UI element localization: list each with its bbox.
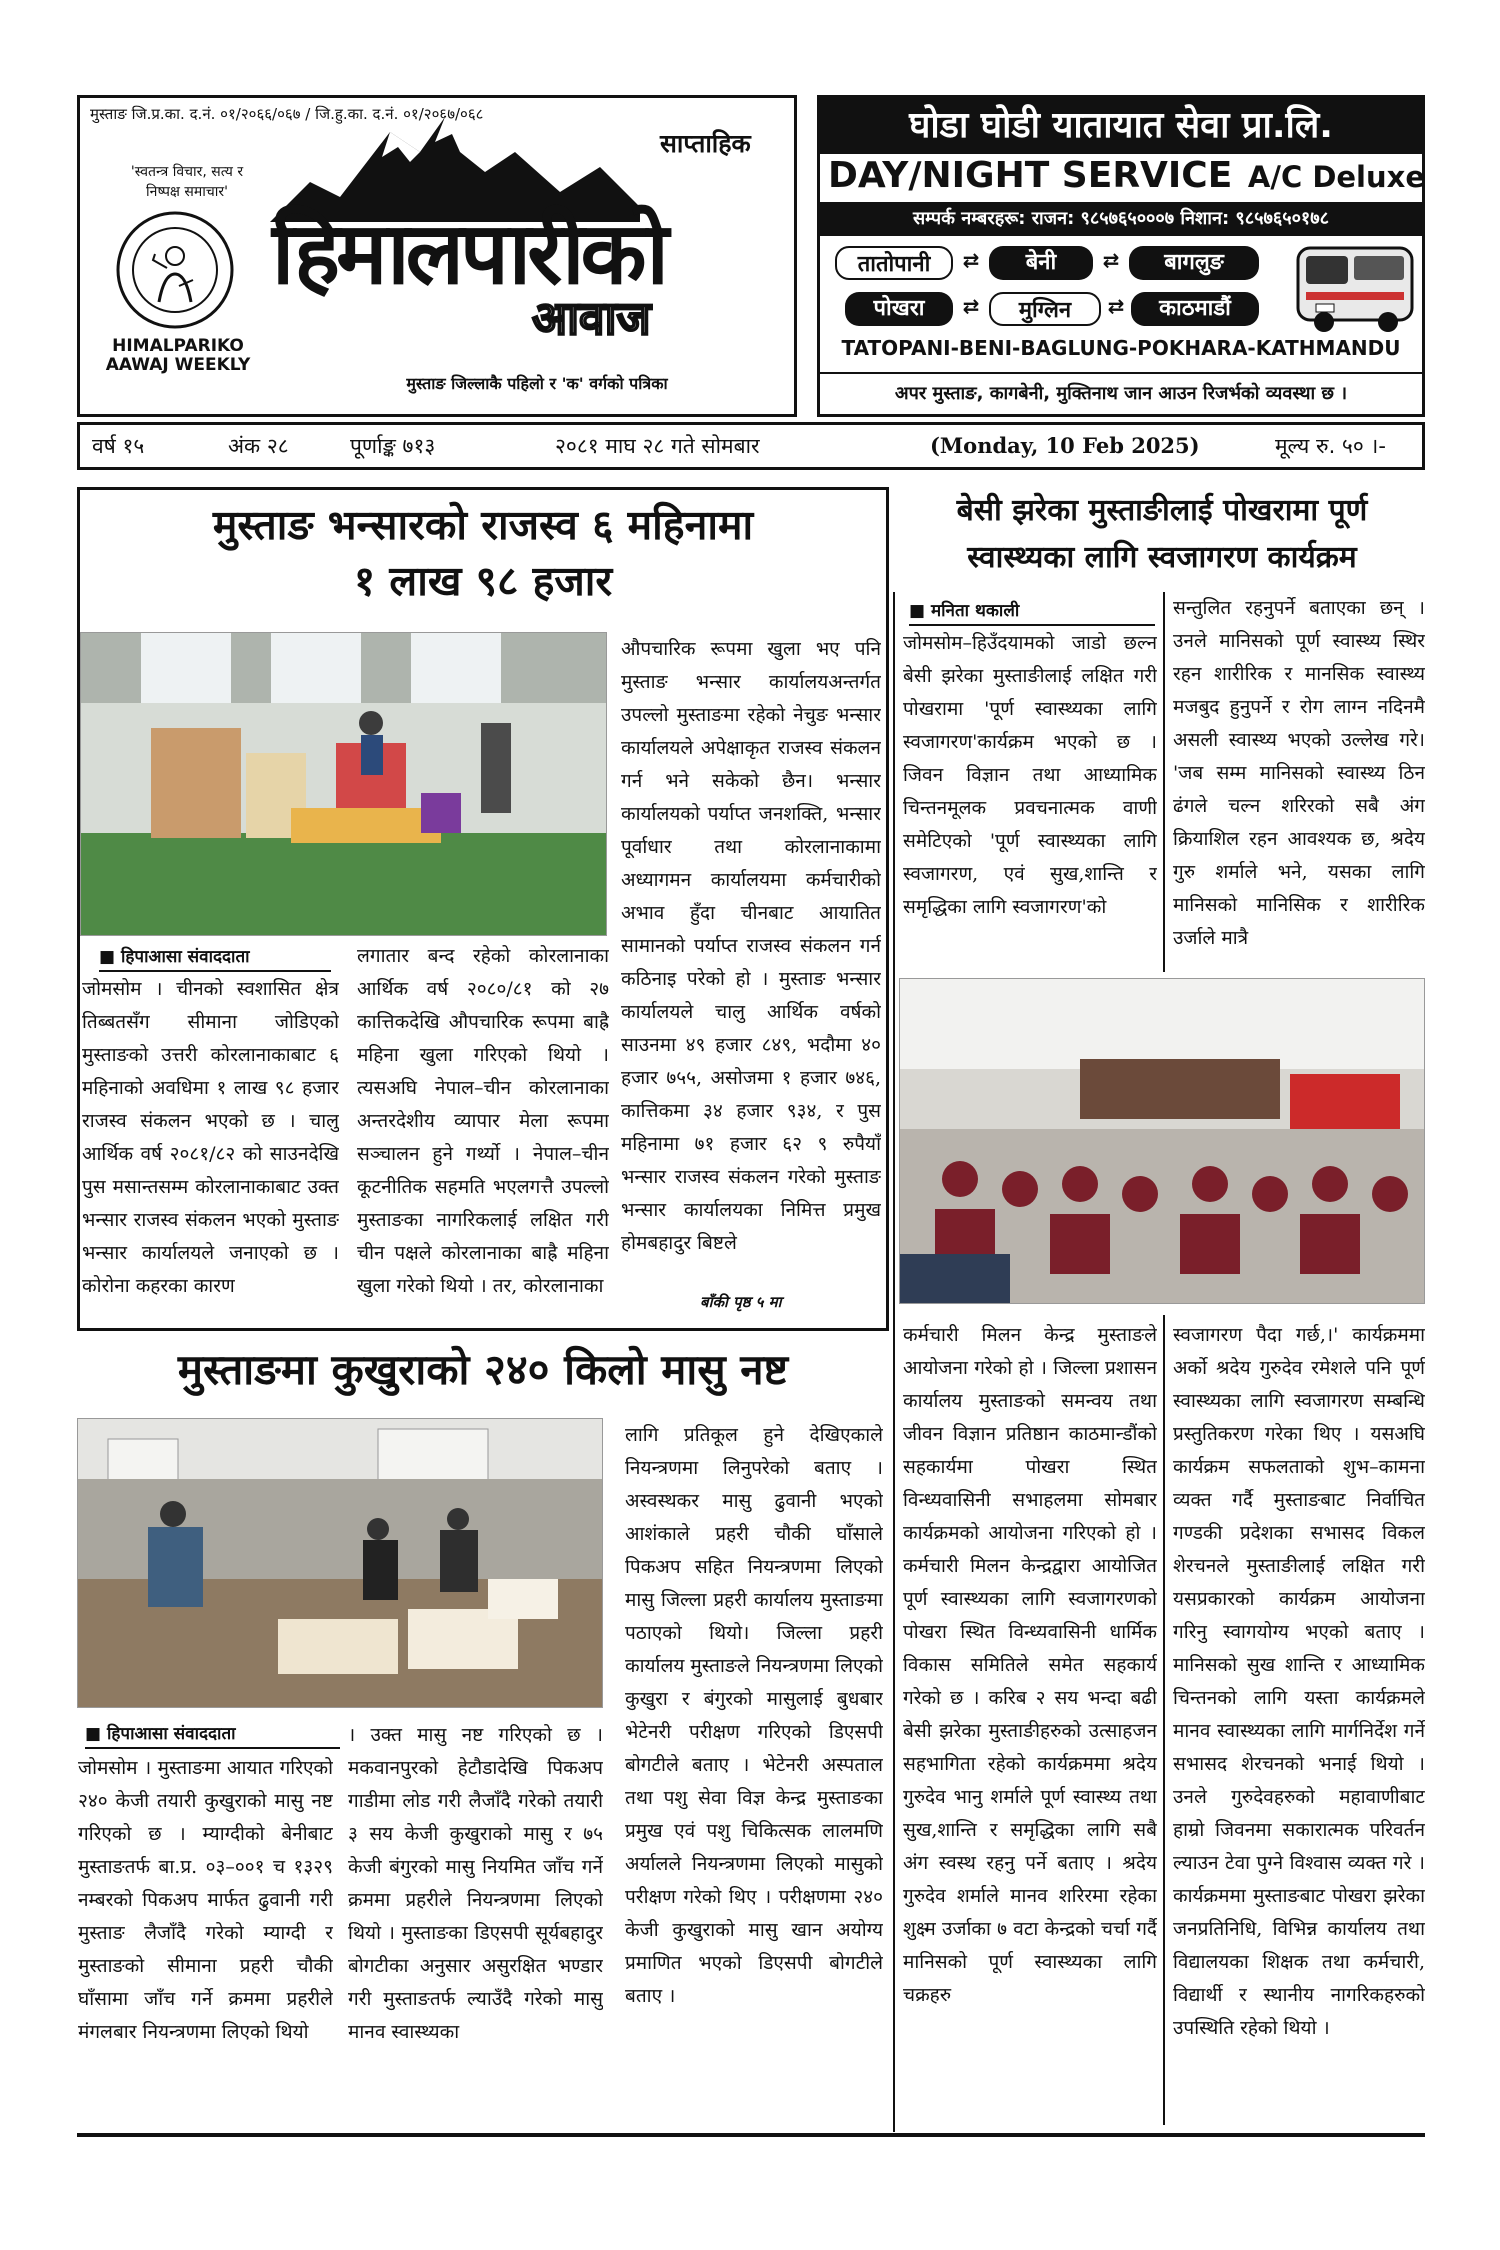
story3-headline-line1: बेसी झरेका मुस्ताङीलाई पोखरामा पूर्ण <box>956 493 1368 528</box>
story1-column-1: जोमसोम । चीनको स्वशासित क्षेत्र तिब्बतसँग सीमाना जोडिएको मुस्ताङको उत्तरी कोरलानाकाबाट ६ महिनाको अवधिमा १ लाख ९८ हजार राजस्व संकलन भएको छ । चालु आर्थिक वर्ष २०८१/८२ को साउनदेखि पुस मसान्तसम्म कोरलानाकाबाट उक्त भन्सार राजस्व संकलन भएको मुस्ताङ भन्सार कार्यालयले जनाएको छ । कोरोना कहरका कारण <box>82 978 339 1297</box>
story3-headline-line2: स्वास्थ्यका लागि स्वजागरण कार्यक्रम <box>967 540 1357 575</box>
registration-number: मुस्ताङ जि.प्र.का. द.नं. ०१/२०६६/०६७ / जि.हु.का. द.नं. ०१/२०६७/०६८ <box>90 105 484 123</box>
weekly-label: साप्ताहिक <box>660 129 751 158</box>
english-name-line2: AAWAJ WEEKLY <box>105 355 251 375</box>
date-nepali: २०८१ माघ २८ गते सोमबार <box>555 434 760 458</box>
route-pokhara: पोखरा <box>845 292 953 326</box>
date-english: (Monday, 10 Feb 2025) <box>930 433 1200 458</box>
story2-column-1: जोमसोम । मुस्ताङमा आयात गरिएको २४० केजी तयारी कुखुराको मासु नष्ट गरिएको छ । म्याग्दीको बेनीबाट मुस्ताङतर्फ बा.प्र. ०३–००१ च १३२९ नम्बरको पिकअप मार्फत ढुवानी गरी मुस्ताङ लैजाँदै गरेको म्याग्दी र मुस्ताङको सीमाना प्रहरी चौकी घाँसामा जाँच गर्ने क्रममा प्रहरीले मंगलबार नियन्त्रणमा लिएको थियो <box>78 1757 333 2043</box>
story2-photo-meat-destruction <box>77 1418 603 1708</box>
story3-byline: ■ मनिता थकाली <box>909 598 1155 626</box>
newspaper-title-main: हिमालपारीको <box>272 204 665 304</box>
story1-continued: बाँकी पृष्ठ ५ मा <box>700 1293 782 1311</box>
route-mugling: मुग्लिन <box>989 292 1101 326</box>
price: मूल्य रु. ५० ।- <box>1275 434 1386 458</box>
ad-company-name: घोडा घोडी यातायात सेवा प्रा.लि. <box>820 98 1422 154</box>
ad-service-line <box>828 153 1426 199</box>
story2-headline: मुस्ताङमा कुखुराको २४० किलो मासु नष्ट <box>177 1345 789 1394</box>
story1-headline-line1: मुस्ताङ भन्सारको राजस्व ६ महिनामा <box>212 501 754 549</box>
story3-headline <box>897 487 1427 581</box>
route-tatopani: तातोपानी <box>835 246 953 280</box>
issue-number: अंक २८ <box>228 434 289 458</box>
bus-icon <box>1292 238 1418 338</box>
page-bottom-rule <box>77 2133 1425 2137</box>
route-arrow-icon: ⇄ <box>1107 294 1125 318</box>
story2-column-3: लागि प्रतिकूल हुने देखिएकाले नियन्त्रणमा लिनुपरेको बताए । अस्वस्थकर मासु ढुवानी भएको आशंकाले प्रहरी चौकी घाँसाले पिकअप सहित नियन्त्रणमा लिएको मासु जिल्ला प्रहरी कार्यालय मुस्ताङमा पठाएको थियो। जिल्ला प्रहरी कार्यालय मुस्ताङले नियन्त्रणमा लिएको कुखुरा र बंगुरको मासुलाई बुधबार भेटेनरी परीक्षण गरिएको डिएसपी बोगटीले बताए । भेटेनरी अस्पताल तथा पशु सेवा विज्ञ केन्द्र मुस्ताङका प्रमुख एवं पशु चिकित्सक लालमणि अर्यालले नियन्त्रणमा लिएको मासुको परीक्षण गरेको थिए । परीक्षणमा २४० केजी कुखुराको मासु खान अयोग्य प्रमाणित भएको डिएसपी बोगटीले बताए । <box>625 1424 883 2007</box>
ad-ac-deluxe: A/C Deluxe <box>1247 160 1426 194</box>
story3-column-a-top: जोमसोम–हिउँदयामको जाडो छल्न बेसी झरेका मुस्ताङीलाई लक्षित गरी पोखरामा 'पूर्ण स्वास्थ्यका लागि स्वजागरण'कार्यक्रम भएको छ । जिवन विज्ञान तथा आध्यामिक चिन्तनमूलक प्रवचनात्मक वाणी समेटिएको 'पूर्ण स्वास्थ्यका लागि स्वजागरण, एवं सुख,शान्ति र समृद्धिका लागि स्वजागरण'को <box>903 632 1157 918</box>
story1-headline-line2: १ लाख ९८ हजार <box>353 557 613 605</box>
column-divider <box>893 592 895 2132</box>
story2-column-2: । उक्त मासु नष्ट गरिएको छ । मकवानपुरको हेटौडादेखि पिकअप गाडीमा लोड गरी लैजाँदै गरेको तयारी ३ सय केजी कुखुराको मासु र ७५ केजी बंगुरको मासु नियमित जाँच गर्ने क्रममा प्रहरीले नियन्त्रणमा लिएको थियो । मुस्ताङका डिएसपी सूर्यबहादुर बोगटीका अनुसार असुरक्षित भण्डार गरी मुस्ताङतर्फ ल्याउँदै गरेको मासु मानव स्वास्थ्यका <box>348 1724 603 2043</box>
route-baglung: बागलुङ <box>1129 246 1259 280</box>
route-beni: बेनी <box>989 246 1093 280</box>
story3-column-b-bottom: स्वजागरण पैदा गर्छ,।' कार्यक्रममा अर्को श्रदेय गुरुदेव रमेशले पनि पूर्ण स्वास्थ्यका लागि स्वजागरण सम्बन्धि प्रस्तुतिकरण गरेका थिए । यसअघि कार्यक्रम सफलताको शुभ–कामना व्यक्त गर्दै मुस्ताङबाट निर्वाचित गण्डकी प्रदेशका सभासद विकल शेरचनले मुस्ताङीलाई लक्षित गरी यसप्रकारको कार्यक्रम आयोजना गरिनु स्वागयोग्य भएको बताए । मानिसको सुख शान्ति र आध्यामिक चिन्तनको लागि यस्ता कार्यक्रमले मानव स्वास्थ्यका लागि मार्गनिर्देश गर्ने सभासद शेरचनको भनाई थियो । उनले गुरुदेवहरुको महावाणीबाट हाम्रो जिवनमा सकारात्मक परिवर्तन ल्याउन टेवा पुग्ने विश्वास व्यक्त गरे । कार्यक्रममा मुस्ताङबाट पोखरा झरेका जनप्रतिनिधि, विभिन्न कार्यालय तथा विद्यालयका शिक्षक तथा कर्मचारी, विद्यार्थी र स्थानीय नागरिकहरुको उपस्थिति रहेको थियो । <box>1173 1324 1425 2039</box>
dateline-bar <box>77 422 1425 470</box>
ad-day-night-service: DAY/NIGHT SERVICE <box>828 155 1233 196</box>
route-arrow-icon: ⇄ <box>1102 248 1120 272</box>
newspaper-title-sub: आवाज <box>532 291 651 345</box>
story1-column-2: लगातार बन्द रहेको कोरलानाका आर्थिक वर्ष २०८०/८१ को २७ कात्तिकदेखि औपचारिक रूपमा बाह्रै महिना खुला गरिएको थियो । त्यसअघि नेपाल–चीन कोरलानाका अन्तरदेशीय व्यापार मेला रूपमा सञ्चालन हुने गर्थ्यो । नेपाल–चीन कूटनीतिक सहमति भएलगत्तै उपल्लो मुस्ताङका नागरिकलाई लक्षित गरी चीन पक्षले कोरलानाका बाह्रै महिना खुला गरेको थियो । तर, कोरलानाका <box>357 945 609 1297</box>
ad-route-english: TATOPANI-BENI-BAGLUNG-POKHARA-KATHMANDU <box>841 336 1401 360</box>
story1-headline <box>82 497 884 609</box>
newspaper-tagline: मुस्ताङ जिल्लाकै पहिलो र 'क' वर्गको पत्रिका <box>406 374 668 393</box>
route-arrow-icon: ⇄ <box>962 248 980 272</box>
masthead-motto: 'स्वतन्त्र विचार, सत्य र निष्पक्ष समाचार' <box>130 164 244 200</box>
story3-column-a-bottom: कर्मचारी मिलन केन्द्र मुस्ताङले आयोजना गरेको हो । जिल्ला प्रशासन कार्यालय मुस्ताङको समन्वय तथा जीवन विज्ञान प्रतिष्ठान काठमान्डौंको सहकार्यमा पोखरा स्थित विन्ध्यवासिनी सभाहलमा सोमबार कार्यक्रमको आयोजना गरिएको हो । कर्मचारी मिलन केन्द्रद्वारा आयोजित पूर्ण स्वास्थ्यका लागि स्वजागरणको पोखरा स्थित विन्ध्यवासिनी धार्मिक विकास समितिले समेत सहकार्य गरेको छ । करिब २ सय भन्दा बढी बेसी झरेका मुस्ताङीहरुको उत्साहजन सहभागिता रहेको कार्यक्रममा श्रदेय गुरुदेव भानु शर्माले पूर्ण स्वास्थ्य तथा सुख,शान्ति र समृद्धिका लागि सबै अंग स्वस्थ रहनु पर्ने बताए । श्रदेय गुरुदेव शर्माले मानव शरिरमा रहेका शुक्ष्म उर्जाका ७ वटा केन्द्रको चर्चा गर्दै मानिसको पूर्ण स्वास्थ्यका लागि चक्रहरु <box>903 1324 1157 2006</box>
story1-photo-customs-goods <box>80 632 607 936</box>
english-name-line1: HIMALPARIKO <box>112 336 244 356</box>
story2-byline: ■ हिपाआसा संवाददाता <box>85 1721 340 1749</box>
english-name <box>88 337 268 375</box>
story3-column-b-top: सन्तुलित रहनुपर्ने बताएका छन् । उनले मानिसको पूर्ण स्वास्थ्य स्थिर रहन शारीरिक र मानसिक स्वास्थ्य मजबुद हुनुपर्ने र रोग लाग्न नदिनमै असली स्वास्थ्य भएको उल्लेख गरे। 'जब सम्म मानिसको स्वास्थ्य ठिन ढंगले चल्न शरिरको सबै अंग क्रियाशिल रहन आवश्यक छ, श्रदेय गुरु शर्माले भने, यसका लागि मानिसको मानिसिक र शारीरिक उर्जाले मात्रै <box>1173 597 1425 949</box>
route-kathmandu: काठमाडौं <box>1131 292 1259 326</box>
route-row-1 <box>835 246 1275 282</box>
route-arrow-icon: ⇄ <box>962 294 980 318</box>
masthead-logo-seal <box>115 210 235 330</box>
volume-year: वर्ष १५ <box>92 434 145 458</box>
column-divider <box>1163 592 1165 972</box>
ad-footer-note: अपर मुस्ताङ, कागबेनी, मुक्तिनाथ जान आउन रिजर्भको व्यवस्था छ । <box>820 372 1422 414</box>
total-issue: पूर्णाङ्क ७१३ <box>350 434 436 458</box>
story1-byline: ■ हिपाआसा संवाददाता <box>99 944 331 972</box>
story3-photo-program-hall <box>899 978 1425 1304</box>
ad-contact-numbers: सम्पर्क नम्बरहरू: राजन: ९८५७६५०००७ निशान: ९८५७६५०१७८ <box>820 202 1422 236</box>
route-row-2 <box>835 292 1275 328</box>
story1-column-3: औपचारिक रूपमा खुला भए पनि मुस्ताङ भन्सार कार्यालयअन्तर्गत उपल्लो मुस्ताङमा रहेको नेचुङ भन्सार कार्यालयले अपेक्षाकृत राजस्व संकलन गर्न भने सकेको छैन। भन्सार कार्यालयको पर्याप्त जनशक्ति, भन्सार पूर्वाधार तथा कोरलानाकामा अध्यागमन कार्यालयमा कर्मचारीको अभाव हुँदा चीनबाट आयातित सामानको पर्याप्त राजस्व संकलन गर्न कठिनाइ परेको हो । मुस्ताङ भन्सार कार्यालयले चालु आर्थिक वर्षको साउनमा ४९ हजार ८४९, भदौमा ४० हजार ७५५, असोजमा १ हजार ७४६, कात्तिकमा ३४ हजार ९३४, र पुस महिनामा ७१ हजार ६२ ९ रुपैयाँ भन्सार राजस्व संकलन गरेको मुस्ताङ भन्सार कार्यालयका निमित्त प्रमुख होमबहादुर बिष्टले <box>621 638 881 1254</box>
column-divider <box>1163 1315 1165 2125</box>
